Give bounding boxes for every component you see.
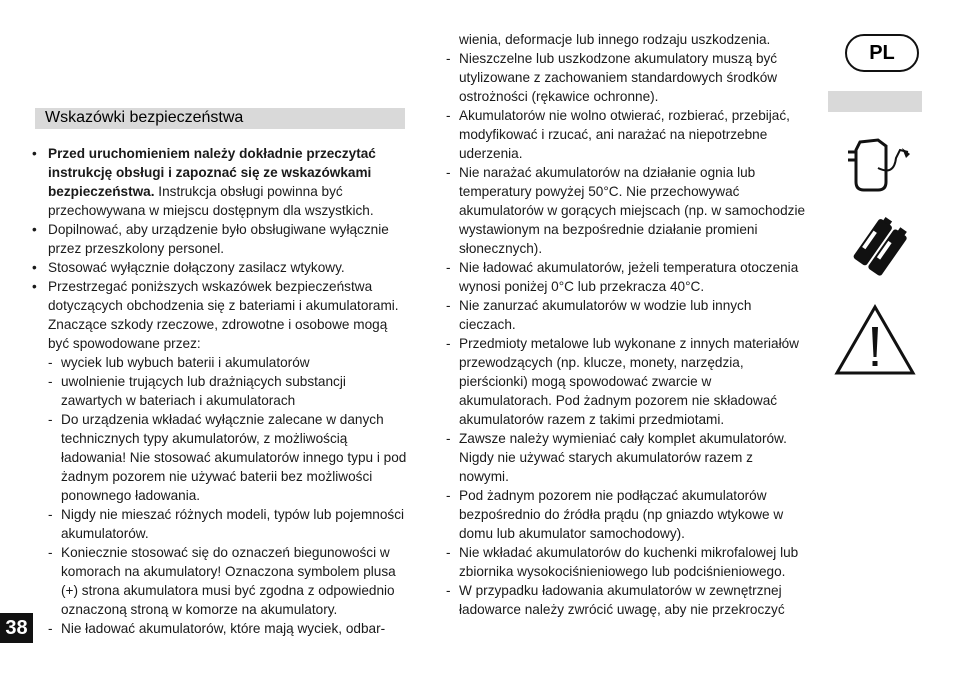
page-number: 38 bbox=[0, 613, 33, 643]
item-text: Nieszczelne lub uszkodzone akumulatory muszą być utylizowane z zachowaniem standardowych środków ostrożności (rękawice ochronne). bbox=[459, 51, 778, 104]
list-item bbox=[443, 30, 806, 49]
item-text: Nigdy nie mieszać różnych modeli, typów lub pojemności akumulatorów. bbox=[61, 507, 405, 541]
item-text: Przestrzegać poniższych wskazówek bezpieczeństwa dotyczących obchodzenia się z bateriami i akumulatorami. Znaczące szkody rzeczowe, zdrowotne i osobowe mogą być spowodowane przez: bbox=[48, 279, 399, 351]
list-item bbox=[28, 410, 410, 505]
item-text: Nie ładować akumulatorów, jeżeli temperatura otoczenia wynosi poniżej 0°C lub przekracza 40°C. bbox=[459, 260, 799, 294]
list-item bbox=[28, 543, 410, 619]
item-text: Akumulatorów nie wolno otwierać, rozbierać, przebijać, modyfikować i rzucać, ani narażać na niepotrzebne uderzenia. bbox=[459, 108, 790, 161]
bold-text: Przed uruchomieniem należy dokładnie przeczytać instrukcję obsługi i zapoznać się ze wskazówkami bezpieczeństwa. bbox=[48, 146, 376, 199]
list-item bbox=[28, 505, 410, 543]
warning-triangle-icon bbox=[833, 303, 917, 377]
list-item bbox=[443, 296, 806, 334]
item-text: W przypadku ładowania akumulatorów w zewnętrznej ładowarce należy zwrócić uwagę, aby nie przekroczyć bbox=[459, 583, 785, 617]
item-text: Stosować wyłącznie dołączony zasilacz wtykowy. bbox=[48, 260, 345, 275]
item-text: uwolnienie trujących lub drażniących substancji zawartych w bateriach i akumulatorach bbox=[61, 374, 346, 408]
list-item bbox=[28, 619, 410, 638]
item-text: Nie narażać akumulatorów na działanie ognia lub temperatury powyżej 50°C. Nie przechowywać akumulatorów w gorących miejscach (np. w samochodzie wystawionym na bezpośrednie działanie promieni słonecznych). bbox=[459, 165, 806, 256]
item-text: Zawsze należy wymieniać cały komplet akumulatorów. Nigdy nie używać starych akumulatorów razem z nowymi. bbox=[459, 431, 787, 484]
side-tab-bar bbox=[828, 91, 922, 112]
list-item bbox=[443, 163, 806, 258]
language-badge: PL bbox=[845, 34, 919, 72]
list-item bbox=[443, 49, 806, 106]
list-item bbox=[443, 334, 806, 429]
batteries-icon bbox=[848, 215, 910, 283]
item-text: Nie wkładać akumulatorów do kuchenki mikrofalowej lub zbiornika wysokociśnieniowego lub podciśnieniowego. bbox=[459, 545, 799, 579]
left-column bbox=[28, 144, 410, 638]
list-item bbox=[443, 543, 806, 581]
list-item bbox=[28, 353, 410, 372]
section-header bbox=[35, 108, 405, 129]
item-text: Do urządzenia wkładać wyłącznie zalecane w danych technicznych typy akumulatorów, z możliwością ładowania! Nie stosować akumulatorów innego typu i pod żadnym pozorem nie używać baterii bez możliwości ponownego ładowania. bbox=[61, 412, 407, 503]
list-item bbox=[443, 486, 806, 543]
item-text: Instrukcja obsługi powinna być przechowywana w miejscu dostępnym dla wszystkich. bbox=[48, 184, 374, 218]
item-text: Dopilnować, aby urządzenie było obsługiwane wyłącznie przez przeszkolony personel. bbox=[48, 222, 389, 256]
item-text: wienia, deformacje lub innego rodzaju uszkodzenia. bbox=[459, 32, 771, 47]
item-text: Koniecznie stosować się do oznaczeń biegunowości w komorach na akumulatory! Oznaczona symbolem plusa (+) strona akumulatora musi być zgodna z odpowiednio oznaczoną stroną w komorze na akumulatory. bbox=[61, 545, 396, 617]
item-text: wyciek lub wybuch baterii i akumulatorów bbox=[61, 355, 310, 370]
list-item bbox=[443, 106, 806, 163]
item-text: Przedmioty metalowe lub wykonane z innych materiałów przewodzących (np. klucze, monety, narzędzia, pierścionki) mogą spowodować zwarcie w akumulatorach. Pod żadnym pozorem nie składować akumulatorów razem z takimi przedmiotami. bbox=[459, 336, 799, 427]
right-column bbox=[443, 30, 806, 619]
power-adapter-icon bbox=[838, 128, 918, 208]
list-item bbox=[443, 581, 806, 619]
list-item bbox=[28, 372, 410, 410]
item-text: Nie zanurzać akumulatorów w wodzie lub innych cieczach. bbox=[459, 298, 752, 332]
list-item bbox=[443, 429, 806, 486]
bullet-item bbox=[28, 220, 410, 258]
section-title: Wskazówki bezpieczeństwa bbox=[45, 109, 244, 126]
item-text: Pod żadnym pozorem nie podłączać akumulatorów bezpośrednio do źródła prądu (np gniazdo wtykowe w domu lub akumulator samochodowy). bbox=[459, 488, 784, 541]
bullet-item bbox=[28, 258, 410, 277]
bullet-item bbox=[28, 277, 410, 353]
list-item bbox=[443, 258, 806, 296]
item-text: Nie ładować akumulatorów, które mają wyciek, odbar- bbox=[61, 621, 386, 636]
bullet-item bbox=[28, 144, 410, 220]
